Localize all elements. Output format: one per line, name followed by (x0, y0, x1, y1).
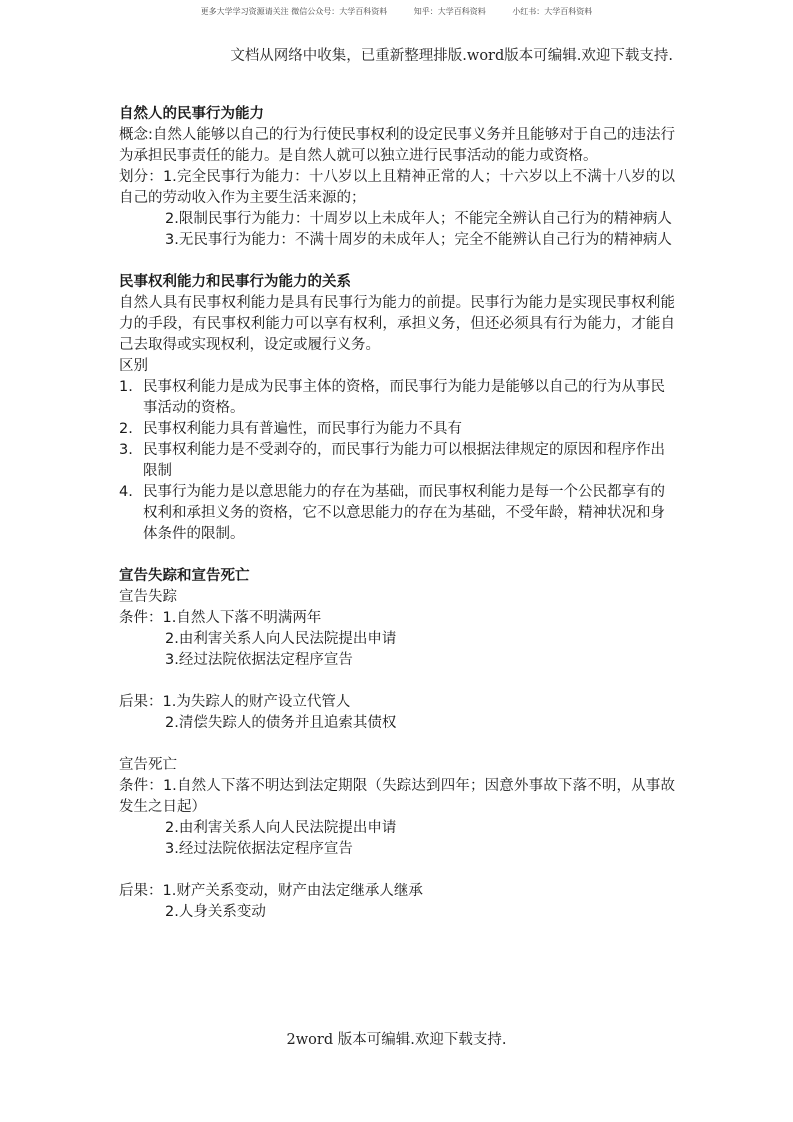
section-title: 宣告失踪和宣告死亡 (119, 568, 250, 584)
death-result-2: 2.人身关系变动 (165, 904, 266, 920)
section-title: 自然人的民事行为能力 (119, 106, 264, 122)
death-condition-1: 条件：1.自然人下落不明达到法定期限（失踪达到四年；因意外事故下落不明，从事故发生之日起） (119, 778, 675, 815)
missing-result-1: 后果：1.为失踪人的财产设立代管人 (119, 694, 351, 710)
death-condition-3: 3.经过法院依据法定程序宣告 (165, 841, 353, 857)
section-relationship (119, 272, 675, 545)
section-title: 民事权利能力和民事行为能力的关系 (119, 274, 351, 290)
concept-paragraph: 概念:自然人能够以自己的行为行使民事权利的设定民事义务并且能够对于自己的违法行为承担民事责任的能力。是自然人就可以独立进行民事活动的能力或资格。 (119, 127, 675, 164)
section-capacity-for-civil-conduct (119, 104, 675, 251)
division-item-2: 2.限制民事行为能力：十周岁以上未成年人；不能完全辨认自己行为的精神病人 (165, 211, 672, 227)
list-item: 4. 民事行为能力是以意思能力的存在为基础，而民事权利能力是每一个公民都享有的权利和承担义务的资格，它不以意思能力的存在为基础，不受年龄，精神状况和身体条件的限制。 (119, 484, 665, 542)
missing-condition-2: 2.由利害关系人向人民法院提出申请 (165, 631, 397, 647)
list-item: 3. 民事权利能力是不受剥夺的，而民事行为能力可以根据法律规定的原因和程序作出限制 (119, 442, 665, 479)
top-banner (0, 6, 793, 17)
intro-paragraph: 自然人具有民事权利能力是具有民事行为能力的前提。民事行为能力是实现民事权利能力的手段，有民事权利能力可以享有权利，承担义务，但还必须具有行为能力，才能自己去取得或实现权利，设定或履行义务。 (119, 295, 675, 353)
difference-list (119, 377, 675, 545)
section-declaration (119, 566, 675, 923)
death-result-1: 后果：1.财产关系变动，财产由法定继承人继承 (119, 883, 423, 899)
list-item: 2. 民事权利能力具有普遍性，而民事行为能力不具有 (119, 421, 462, 437)
missing-condition-3: 3.经过法院依据法定程序宣告 (165, 652, 353, 668)
banner-xiaohongshu: 小红书：大学百科资料 (512, 7, 593, 16)
missing-label: 宣告失踪 (119, 589, 177, 605)
banner-wechat: 更多大学学习资源请关注 微信公众号：大学百科资料 (200, 7, 388, 16)
difference-label: 区别 (119, 358, 148, 374)
spacer (119, 860, 675, 881)
division-item-1: 划分：1.完全民事行为能力：十八岁以上且精神正常的人；十六岁以上不满十八岁的以自己的劳动收入作为主要生活来源的； (119, 169, 675, 206)
header-note: 文档从网络中收集，已重新整理排版.word版本可编辑.欢迎下载支持. (230, 48, 673, 64)
spacer (119, 671, 675, 692)
banner-zhihu: 知乎：大学百科资料 (413, 7, 486, 16)
missing-result-2: 2.清偿失踪人的债务并且追索其债权 (165, 715, 397, 731)
division-item-3: 3.无民事行为能力：不满十周岁的未成年人；完全不能辨认自己行为的精神病人 (165, 232, 672, 248)
list-item: 1. 民事权利能力是成为民事主体的资格，而民事行为能力是能够以自己的行为从事民事活动的资格。 (119, 379, 665, 416)
death-label: 宣告死亡 (119, 757, 177, 773)
spacer (119, 734, 675, 755)
missing-condition-1: 条件：1.自然人下落不明满两年 (119, 610, 322, 626)
page-footer: 2word 版本可编辑.欢迎下载支持. (286, 1032, 507, 1048)
document-body (119, 104, 675, 923)
death-condition-2: 2.由利害关系人向人民法院提出申请 (165, 820, 397, 836)
